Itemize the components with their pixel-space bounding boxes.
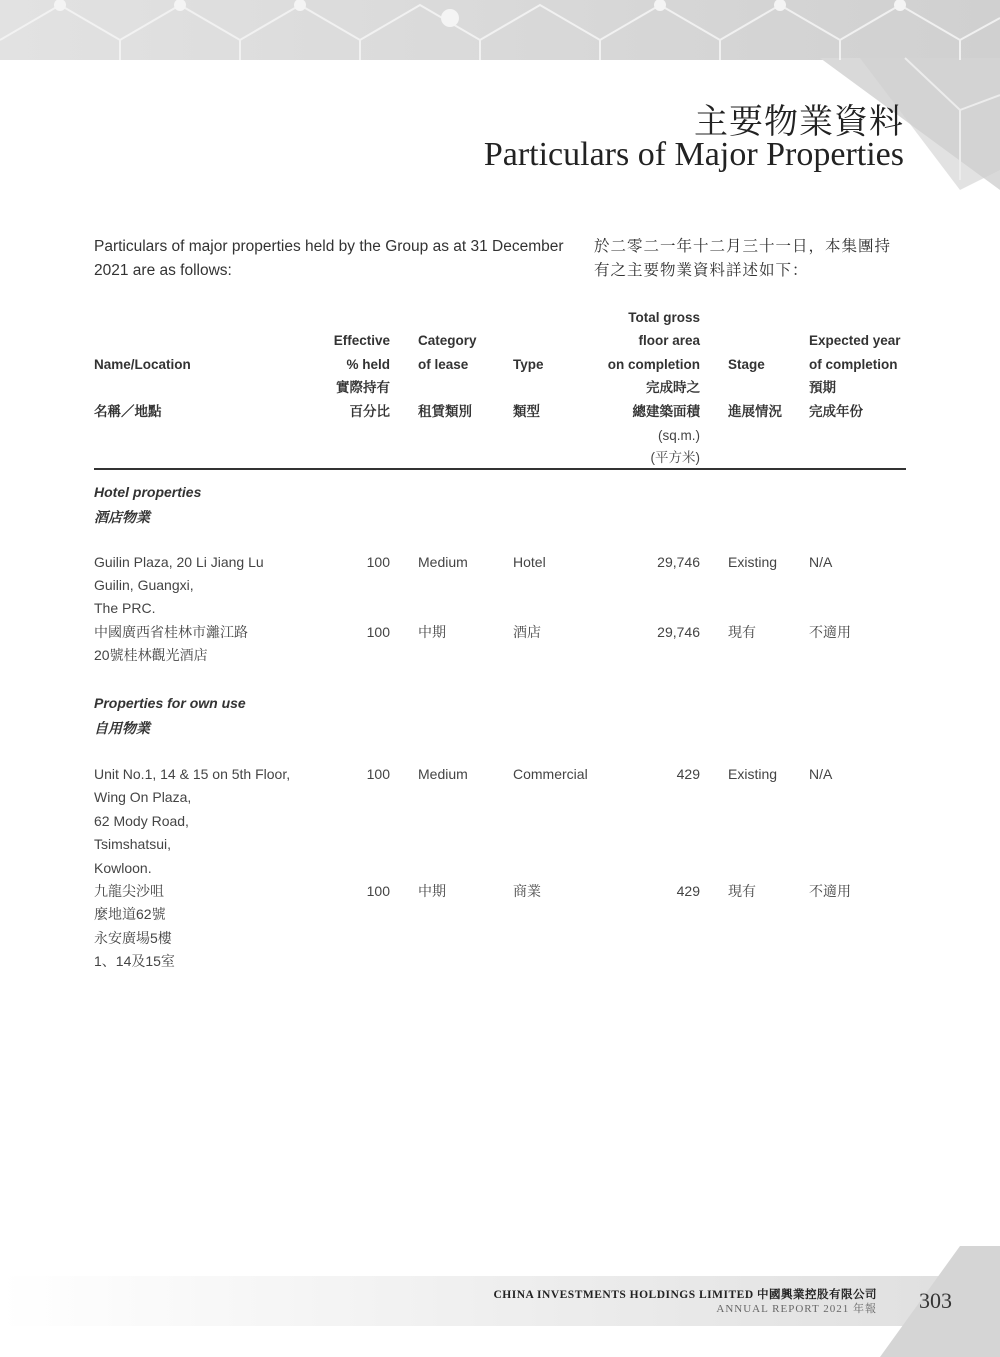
col-header-name: Name/Location — [94, 357, 191, 372]
property-name-cn-l2: 麼地道62號 — [94, 906, 166, 922]
col-header-area-l2: floor area — [638, 333, 700, 348]
col-header-held: Effective — [333, 333, 390, 348]
col-header-held-l2: % held — [346, 357, 390, 372]
col-header-year-cn2: 完成年份 — [809, 404, 863, 419]
section-title-hotel: Hotel properties — [94, 484, 202, 500]
page-number: 303 — [919, 1288, 952, 1313]
col-header-area-cn1: 完成時之 — [646, 380, 700, 395]
section-title-own-use-cn: 自用物業 — [94, 720, 150, 736]
col-header-year-cn1: 預期 — [809, 380, 836, 395]
property-name-cn: 九龍尖沙咀 — [94, 883, 164, 899]
property-name-l2: Wing On Plaza, — [94, 789, 192, 805]
page-title-chinese: 主要物業資料 — [694, 102, 904, 142]
lease-value-cn: 中期 — [418, 624, 446, 640]
held-value-cn: 100 — [366, 883, 390, 899]
year-value: N/A — [809, 766, 833, 782]
col-header-lease: Category — [418, 333, 477, 348]
stage-value-cn: 現有 — [728, 883, 756, 899]
col-header-stage: Stage — [728, 357, 765, 372]
lease-value: Medium — [418, 554, 468, 570]
col-header-held-cn2: 百分比 — [349, 404, 390, 419]
property-name: Guilin Plaza, 20 Li Jiang Lu — [94, 554, 264, 570]
footer-company-name: CHINA INVESTMENTS HOLDINGS LIMITED 中國興業控股有限公司 — [493, 1289, 877, 1301]
header-divider — [94, 468, 906, 470]
property-name-l4: Tsimshatsui, — [94, 836, 172, 852]
col-header-area-unit-cn: (平方米) — [650, 450, 700, 465]
area-value-cn: 429 — [676, 883, 700, 899]
property-name-cn-l4: 1、14及15室 — [94, 953, 175, 969]
col-header-stage-cn: 進展情況 — [728, 404, 782, 419]
property-name-cn-l2: 20號桂林觀光酒店 — [94, 647, 208, 663]
footer-annual-report: ANNUAL REPORT 2021 年報 — [716, 1303, 877, 1315]
property-name: Unit No.1, 14 & 15 on 5th Floor, — [94, 766, 291, 782]
area-value-cn: 29,746 — [657, 624, 700, 640]
col-header-name-cn: 名稱／地點 — [94, 404, 162, 419]
col-header-year: Expected year — [809, 333, 901, 348]
area-value: 429 — [676, 766, 700, 782]
col-header-type-cn: 類型 — [513, 404, 540, 419]
lease-value-cn: 中期 — [418, 883, 446, 899]
col-header-year-l2: of completion — [809, 357, 898, 372]
col-header-area-cn2: 總建築面積 — [632, 404, 700, 419]
col-header-lease-l2: of lease — [418, 357, 469, 372]
property-name-cn: 中國廣西省桂林市灕江路 — [94, 624, 248, 640]
section-title-hotel-cn: 酒店物業 — [94, 509, 150, 525]
year-value-cn: 不適用 — [809, 624, 851, 640]
property-name-cn-l3: 永安廣場5樓 — [94, 930, 172, 946]
property-name-l3: 62 Mody Road, — [94, 813, 189, 829]
type-value-cn: 酒店 — [513, 624, 541, 640]
lease-value: Medium — [418, 766, 468, 782]
intro-paragraph-chinese: 於二零二一年十二月三十一日，本集團持有之主要物業資料詳述如下： — [594, 238, 892, 279]
year-value: N/A — [809, 554, 833, 570]
type-value: Hotel — [513, 554, 546, 570]
held-value: 100 — [366, 554, 390, 570]
col-header-type: Type — [513, 357, 544, 372]
col-header-area-l3: on completion — [607, 357, 700, 372]
stage-value: Existing — [728, 766, 778, 782]
col-header-held-cn1: 實際持有 — [336, 380, 390, 395]
type-value-cn: 商業 — [513, 883, 541, 899]
property-name-l2: Guilin, Guangxi, — [94, 577, 194, 593]
property-name-l5: Kowloon. — [94, 860, 152, 876]
year-value-cn: 不適用 — [809, 883, 851, 899]
section-title-own-use: Properties for own use — [94, 695, 246, 711]
stage-value: Existing — [728, 554, 778, 570]
area-value: 29,746 — [657, 554, 700, 570]
col-header-area: Total gross — [628, 310, 700, 325]
page-title: Particulars of Major Properties — [483, 136, 904, 173]
property-name-l3: The PRC. — [94, 600, 156, 616]
col-header-lease-cn: 租賃類別 — [418, 404, 472, 419]
type-value: Commercial — [513, 766, 588, 782]
held-value-cn: 100 — [366, 624, 390, 640]
col-header-area-unit: (sq.m.) — [658, 428, 700, 443]
intro-paragraph: Particulars of major properties held by the Group as at 31 December 2021 are as follows: — [94, 238, 564, 279]
held-value: 100 — [366, 766, 390, 782]
stage-value-cn: 現有 — [728, 624, 756, 640]
